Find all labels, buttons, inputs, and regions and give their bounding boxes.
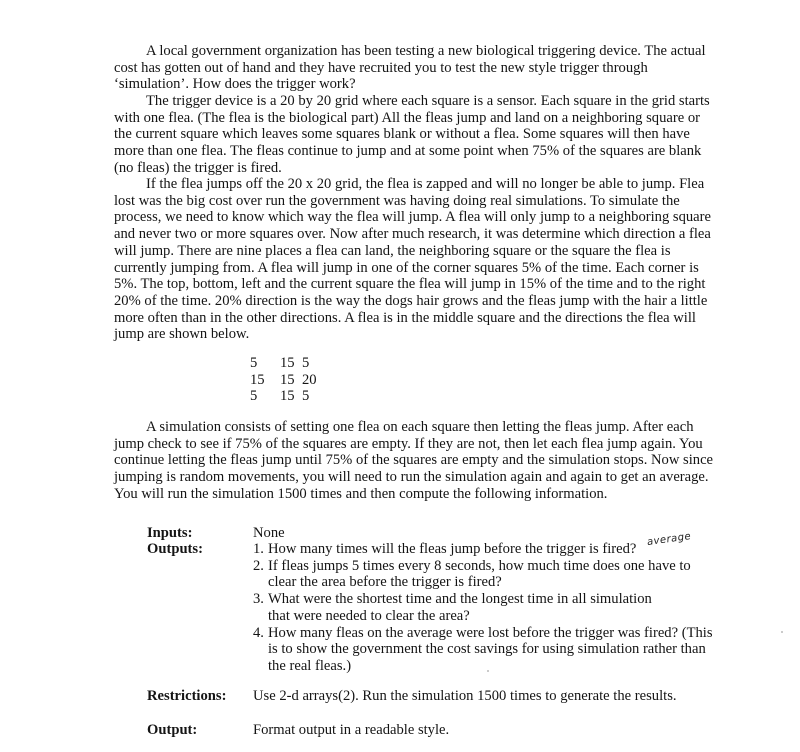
item-number: 1. (253, 541, 264, 557)
text-line: jumping is random movements, you will need to run the simulation again and again to get an average. (114, 469, 709, 486)
inputs-value: None (253, 525, 285, 541)
grid-cell: 5 (250, 355, 258, 371)
text-line: A simulation consists of setting one flea on each square then letting the fleas jump. After each (146, 419, 694, 435)
outputs-list (253, 541, 733, 675)
text-line: is to show the government the cost savings for using simulation rather than (268, 641, 706, 658)
text-line: How many fleas on the average were lost before the trigger was fired? (This (268, 624, 713, 641)
grid-cell: 15 (280, 388, 295, 405)
grid-row (250, 372, 330, 389)
text-line: currently jumping from. A flea will jump in one of the corner squares 5% of the time. Each corner is (114, 259, 699, 276)
text-line: (no fleas) the trigger is fired. (114, 159, 282, 176)
text-line: jump check to see if 75% of the squares are empty. If they are not, then let each flea jump again. You (114, 435, 703, 452)
text-line: 20% of the time. 20% direction is the way the dogs hair grows and the fleas jump with the hair a little (114, 292, 708, 309)
handwritten-note: average (646, 530, 692, 549)
grid-cell: 5 (250, 388, 258, 405)
text-line: more often than in the other directions. A flea is in the middle square and the directions the flea will (114, 309, 696, 326)
list-item (253, 625, 733, 675)
grid-cell: 20 (302, 371, 317, 388)
item-number: 2. (253, 557, 264, 574)
scan-speck (781, 631, 783, 633)
text-line: You will run the simulation 1500 times and then compute the following information. (114, 485, 608, 502)
text-line: lost was the big cost over run the government was having doing real simulations. To simulate the (114, 192, 680, 209)
text-line: clear the area before the trigger is fired? (268, 574, 502, 591)
grid-cell: 5 (302, 355, 310, 371)
text-line: with one flea. (The flea is the biological part) All the fleas jump and land on a neighboring square or (114, 109, 701, 126)
restrictions-value: Use 2-d arrays(2). Run the simulation 1500 times to generate the results. (253, 688, 677, 704)
text-line: 5%. The top, bottom, left and the current square the flea will jump in 15% of the time and to the right (114, 276, 706, 293)
text-line: the current square which leaves some squares blank or without a flea. Some squares will then have (114, 126, 690, 143)
grid-cell: 15 (280, 371, 295, 388)
text-line: What were the shortest time and the longest time in all simulation (268, 591, 652, 608)
restrictions-label: Restrictions: (147, 688, 227, 704)
text-line: ‘simulation’. How does the trigger work? (114, 76, 356, 93)
list-item (253, 558, 733, 591)
text-line: If fleas jumps 5 times every 8 seconds, how much time does one have to (268, 557, 691, 574)
trigger-paragraph (114, 93, 716, 177)
text-line: How many times will the fleas jump before the trigger is fired? (268, 541, 637, 557)
list-item (253, 591, 733, 624)
text-line: continue letting the fleas jump until 75% of the squares are empty and the simulation stops. Now since (114, 452, 714, 469)
simulation-paragraph (114, 419, 716, 503)
text-line: A local government organization has been testing a new biological triggering device. The actual (146, 43, 706, 59)
intro-paragraph (114, 43, 716, 93)
jump-paragraph (114, 176, 716, 343)
grid-cell: 15 (280, 355, 295, 371)
outputs-label: Outputs: (147, 541, 203, 557)
text-line: The trigger device is a 20 by 20 grid where each square is a sensor. Each square in the grid starts (146, 93, 710, 109)
probability-grid (250, 355, 330, 405)
grid-row (250, 355, 330, 372)
text-line: and never two or more squares over. Now after much research, it was determine which direction a flea (114, 226, 711, 243)
item-number: 4. (253, 624, 264, 641)
text-line: more than one flea. The fleas continue to jump and at some point when 75% of the squares are blank (114, 143, 702, 160)
output-label: Output: (147, 722, 198, 738)
text-line: will jump. There are nine places a flea can land, the neighboring square or the square the flea is (114, 242, 671, 259)
grid-row (250, 388, 330, 405)
text-line: that were needed to clear the area? (268, 607, 470, 624)
text-line: cost has gotten out of hand and they have recruited you to test the new style trigger through (114, 59, 648, 76)
grid-cell: 5 (302, 388, 310, 405)
text-line: process, we need to know which way the flea will jump. A flea will only jump to a neighboring square (114, 209, 711, 226)
grid-cell: 15 (250, 371, 265, 388)
text-line: jump are shown below. (114, 326, 250, 343)
inputs-label: Inputs: (147, 525, 193, 541)
item-number: 3. (253, 591, 264, 608)
scan-speck (487, 670, 489, 672)
text-line: If the flea jumps off the 20 x 20 grid, the flea is zapped and will no longer be able to jump. Flea (146, 176, 705, 192)
text-line: the real fleas.) (268, 657, 352, 674)
output-value: Format output in a readable style. (253, 722, 450, 738)
